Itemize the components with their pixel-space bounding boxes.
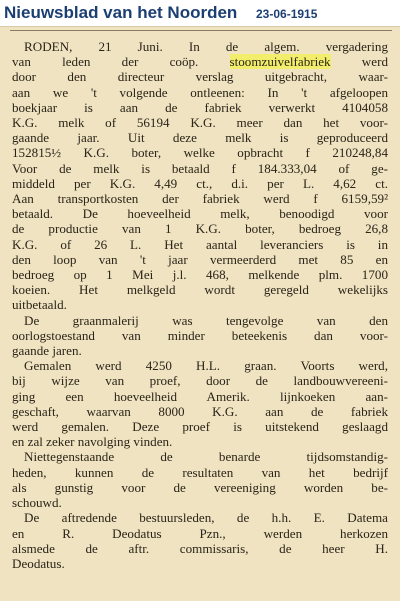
article-line xyxy=(12,237,388,252)
line-text: Aan transportkosten der fabriek werd f 6159,59² xyxy=(12,191,388,207)
article-line xyxy=(12,449,388,464)
line-text: gaande jaren. xyxy=(12,343,82,359)
article-line xyxy=(12,373,388,388)
line-text: De aftredende bestuursleden, de h.h. E. Datema xyxy=(24,510,388,526)
article-line xyxy=(12,54,388,69)
line-text: aan we 't volgende ontleenen: In 't afgeloopen xyxy=(12,84,388,100)
article-line xyxy=(12,313,388,328)
line-text: 152815½ K.G. boter, welke opbracht f 210248,84 xyxy=(12,145,388,161)
line-text: en R. Deodatus Pzn., werden herkozen xyxy=(12,525,388,541)
article-line xyxy=(12,343,388,358)
line-text: Gemalen werd 4250 H.L. graan. Voorts werd, xyxy=(24,358,388,374)
line-text: schouwd. xyxy=(12,495,62,511)
line-text: van leden der coöp. xyxy=(12,54,230,70)
line-text: gaande jaar. Uit deze melk is geproduceerd xyxy=(12,130,388,146)
clipping-top-rule xyxy=(10,30,392,31)
line-text: uitbetaald. xyxy=(12,297,67,313)
newspaper-clipping xyxy=(0,26,400,601)
article-line xyxy=(12,39,388,54)
article-line xyxy=(12,495,388,510)
clipping-header xyxy=(0,0,400,26)
line-text: De graanmalerij was tengevolge van den xyxy=(24,312,388,328)
newspaper-title: Nieuwsblad van het Noorden xyxy=(4,3,238,22)
line-text: bij wijze van proef, door de landbouwvereeni- xyxy=(12,373,388,389)
article-line xyxy=(12,297,388,312)
article-line xyxy=(12,541,388,556)
article-line xyxy=(12,510,388,525)
article-line xyxy=(12,358,388,373)
line-text: door den directeur verslag uitgebracht, waar- xyxy=(12,69,388,85)
article-body xyxy=(12,39,388,571)
article-line xyxy=(12,69,388,84)
article-line xyxy=(12,404,388,419)
line-text: bedroeg op 1 Mei j.l. 468, melkende plm. 1700 xyxy=(12,267,388,283)
line-text: betaald. De hoeveelheid melk, benoodigd voor xyxy=(12,206,388,222)
line-text: werd xyxy=(330,54,388,70)
line-text: den loop van 't jaar vermeerderd met 85 en xyxy=(12,251,388,267)
article-line xyxy=(12,556,388,571)
article-line xyxy=(12,130,388,145)
line-text: koeien. Het melkgeld wordt geregeld wekelijks xyxy=(12,282,388,298)
line-text: de productie van 1 K.G. boter, bedroeg 26,8 xyxy=(12,221,388,237)
line-text: boekjaar is aan de fabriek verwerkt 4104058 xyxy=(12,99,388,115)
article-line xyxy=(12,389,388,404)
article-line xyxy=(12,480,388,495)
line-text: als gunstig voor de vereeniging worden be- xyxy=(12,479,388,495)
line-text: heden, kunnen de resultaten van het bedrijf xyxy=(12,464,388,480)
article-line xyxy=(12,465,388,480)
line-text: middeld per K.G. 4,49 ct., d.i. per L. 4,62 ct. xyxy=(12,175,388,191)
article-line xyxy=(12,145,388,160)
line-text: K.G. melk of 56194 K.G. meer dan het voor- xyxy=(12,115,388,131)
search-highlight: stoomzuivelfabriek xyxy=(229,54,331,70)
article-line xyxy=(12,328,388,343)
line-text: Voor de melk is betaald f 184.333,04 of ge- xyxy=(12,160,388,176)
article-line xyxy=(12,267,388,282)
line-text: werd gemalen. Deze proef is uitstekend geslaagd xyxy=(12,419,388,435)
publication-date: 23-06-1915 xyxy=(256,7,318,21)
line-text: alsmede de aftr. commissaris, de heer H. xyxy=(12,540,388,556)
line-text: Deodatus. xyxy=(12,555,65,571)
line-text: RODEN, 21 Juni. In de algem. vergadering xyxy=(24,39,388,54)
line-text: ging een hoeveelheid Amerik. lijnkoeken aan- xyxy=(12,388,388,404)
line-text: en zal zeker navolging vinden. xyxy=(12,434,173,450)
article-line xyxy=(12,419,388,434)
article-line xyxy=(12,85,388,100)
article-line xyxy=(12,252,388,267)
article-line xyxy=(12,206,388,221)
article-line xyxy=(12,434,388,449)
article-line xyxy=(12,176,388,191)
line-text: K.G. of 26 L. Het aantal leveranciers is in xyxy=(12,236,388,252)
article-line xyxy=(12,221,388,236)
article-line xyxy=(12,526,388,541)
article-line xyxy=(12,191,388,206)
article-line xyxy=(12,115,388,130)
article-line xyxy=(12,161,388,176)
article-line xyxy=(12,282,388,297)
line-text: Niettegenstaande de benarde tijdsomstandig- xyxy=(24,449,388,465)
article-line xyxy=(12,100,388,115)
line-text: geschaft, waarvan 8000 K.G. aan de fabriek xyxy=(12,403,388,419)
line-text: oorlogstoestand van minder beteekenis dan voor- xyxy=(12,327,388,343)
